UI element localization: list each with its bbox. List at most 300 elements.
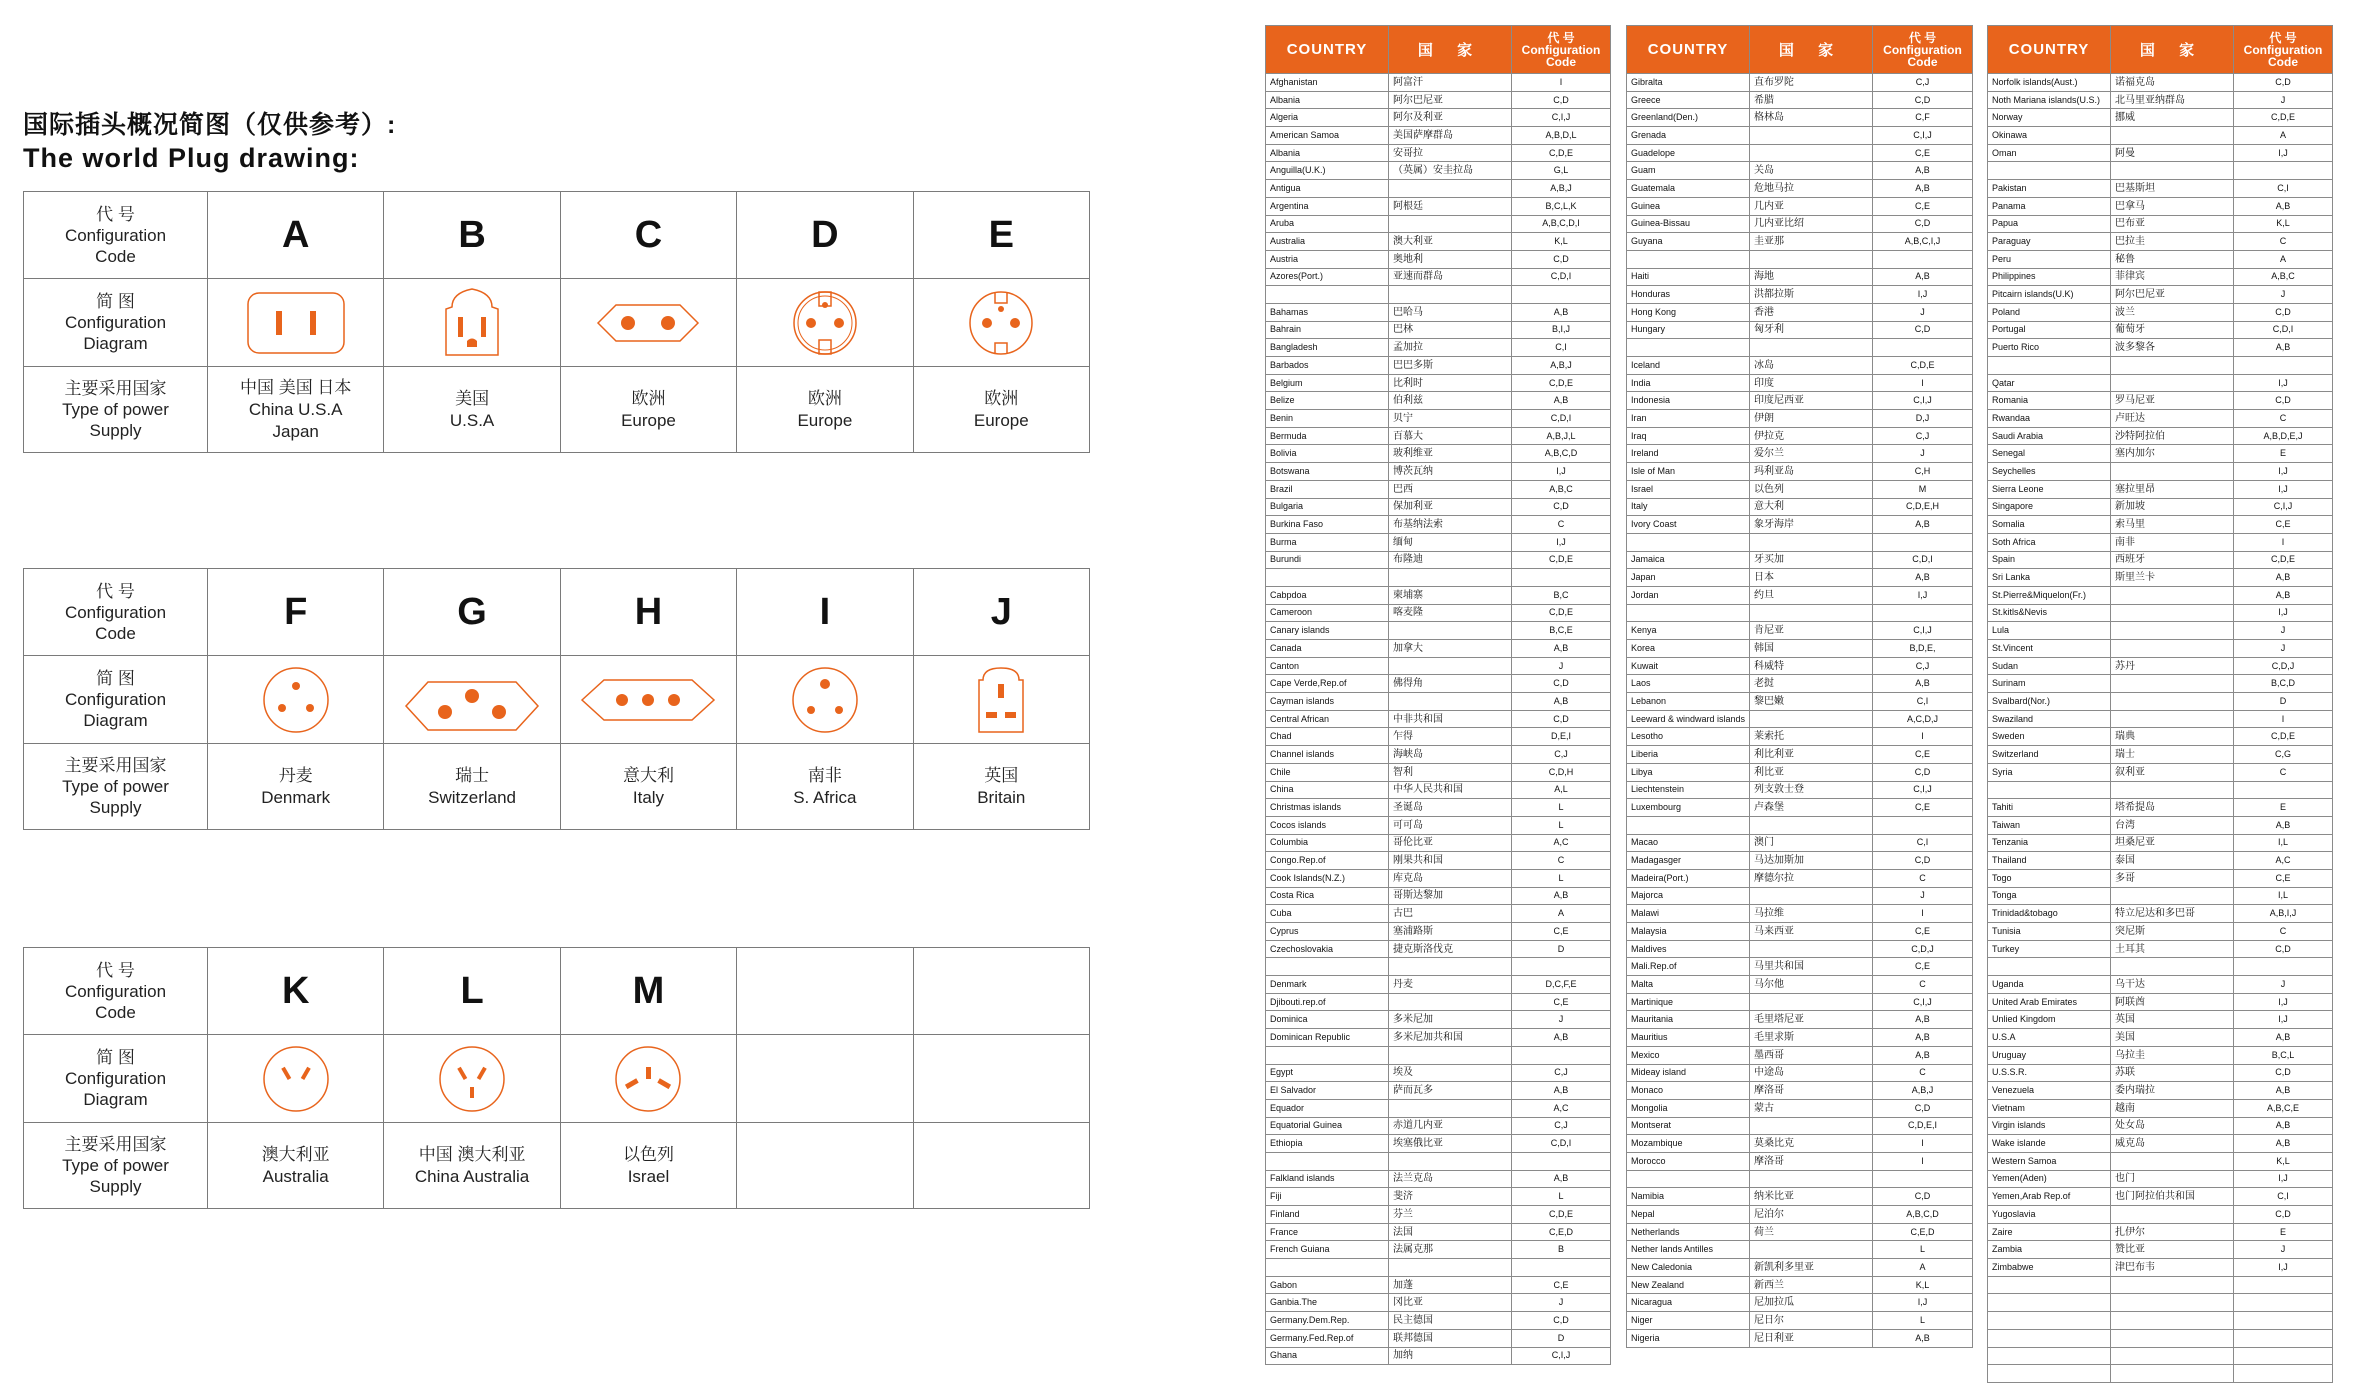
config-code-row (24, 569, 1090, 656)
country-row (1627, 1082, 1973, 1100)
country-row (1988, 197, 2333, 215)
country-name-en: U.S.S.R. (1988, 1064, 2111, 1082)
country-row (1988, 569, 2333, 587)
country-name-zh: 印度 (1750, 374, 1873, 392)
country-row (1266, 640, 1611, 658)
country-name-en: Bahamas (1266, 303, 1389, 321)
country-name-zh (1750, 533, 1873, 551)
country-config-code: I (1873, 374, 1973, 392)
country-row (1627, 357, 1973, 375)
country-name-zh: 马达加斯加 (1750, 852, 1873, 870)
plug-diagram (208, 1035, 384, 1123)
country-name-en: Tonga (1988, 887, 2111, 905)
country-name-zh: 科威特 (1750, 657, 1873, 675)
country-row (1627, 816, 1973, 834)
country-name-zh (1750, 816, 1873, 834)
country-config-code: A,B,C (1512, 480, 1611, 498)
country-name-en: Ethiopia (1266, 1135, 1389, 1153)
country-row (1988, 445, 2333, 463)
country-config-code: J (1873, 445, 1973, 463)
plug-table-1 (23, 191, 1090, 453)
country-name-zh (2111, 1206, 2234, 1224)
country-config-code: C,H (1873, 463, 1973, 481)
country-name-en: Guyana (1627, 233, 1750, 251)
country-name-zh: 美国 (2111, 1029, 2234, 1047)
country-name-en: Yemen,Arab Rep.of (1988, 1188, 2111, 1206)
country-row (1988, 1312, 2333, 1330)
country-name-en: Burkina Faso (1266, 516, 1389, 534)
country-config-code: C,D,H (1512, 763, 1611, 781)
country-config-code: C,D (1512, 498, 1611, 516)
country-name-en: Nepal (1627, 1206, 1750, 1224)
country-config-code: L (1512, 799, 1611, 817)
country-name-en: Cuba (1266, 905, 1389, 923)
power-supply-row (24, 367, 1090, 453)
country-config-code: C,D,E,H (1873, 498, 1973, 516)
country-name-zh (1389, 286, 1512, 304)
header-config-code-line: Code (1546, 54, 1576, 69)
country-row (1627, 339, 1973, 357)
country-row (1266, 1170, 1611, 1188)
country-name-zh: 英国 (2111, 1011, 2234, 1029)
country-name-zh (1750, 127, 1873, 145)
country-name-en: Mexico (1627, 1046, 1750, 1064)
plug-code: L (384, 948, 560, 1035)
country-name-zh: 冰岛 (1750, 357, 1873, 375)
country-config-code: J (1512, 1011, 1611, 1029)
country-row (1988, 781, 2333, 799)
country-config-code: I,J (2234, 463, 2333, 481)
country-name-zh: 蒙古 (1750, 1099, 1873, 1117)
plug-supply (560, 367, 736, 453)
plug-code: H (560, 569, 736, 656)
schuko-earth-contacts-icon (737, 285, 912, 361)
country-row (1988, 1329, 2333, 1347)
country-name-en: Central African (1266, 710, 1389, 728)
country-name-en: New Zealand (1627, 1276, 1750, 1294)
country-row (1988, 109, 2333, 127)
country-config-code: A,B,C,E (2234, 1099, 2333, 1117)
country-row (1988, 1046, 2333, 1064)
country-name-en: Egypt (1266, 1064, 1389, 1082)
country-row (1988, 728, 2333, 746)
country-name-zh: 比利时 (1389, 374, 1512, 392)
country-name-en: Tenzania (1988, 834, 2111, 852)
country-row (1627, 569, 1973, 587)
country-name-zh: 巴拿马 (2111, 197, 2234, 215)
country-name-en: Leeward & windward islands (1627, 710, 1750, 728)
country-row (1627, 268, 1973, 286)
country-name-zh (1389, 958, 1512, 976)
country-name-zh (2111, 1152, 2234, 1170)
country-config-code: D (1512, 940, 1611, 958)
country-name-zh: 韩国 (1750, 640, 1873, 658)
country-name-en: Dominica (1266, 1011, 1389, 1029)
config-diagram-label-line: 简 图 (96, 669, 135, 688)
country-row (1266, 1259, 1611, 1277)
country-row (1266, 1241, 1611, 1259)
country-row (1988, 1117, 2333, 1135)
country-config-code: B,C (1512, 586, 1611, 604)
country-config-code: D (2234, 693, 2333, 711)
country-name-en: Haiti (1627, 268, 1750, 286)
country-name-zh: 处女岛 (2111, 1117, 2234, 1135)
country-config-code: A (1512, 905, 1611, 923)
country-config-code: I (2234, 710, 2333, 728)
country-config-code: A,C,D,J (1873, 710, 1973, 728)
country-row (1627, 551, 1973, 569)
country-row (1988, 746, 2333, 764)
country-name-en: Venezuela (1988, 1082, 2111, 1100)
country-row (1988, 162, 2333, 180)
plug-code: E (913, 192, 1089, 279)
config-diagram-row (24, 656, 1090, 744)
country-name-zh: 威克岛 (2111, 1135, 2234, 1153)
country-config-code: C,E (1512, 923, 1611, 941)
country-name-en: Luxembourg (1627, 799, 1750, 817)
country-name-en (1988, 357, 2111, 375)
supply-line: 南非 (807, 765, 842, 785)
country-config-code: C,E (1873, 197, 1973, 215)
country-row (1988, 233, 2333, 251)
config-code-label-line: Configuration (64, 225, 167, 245)
country-row (1988, 958, 2333, 976)
supply-line: Italy (632, 787, 665, 807)
country-row (1266, 799, 1611, 817)
country-name-en: Pitcairn islands(U.K) (1988, 286, 2111, 304)
country-config-code: C (2234, 233, 2333, 251)
country-row (1627, 852, 1973, 870)
country-name-en: Brazil (1266, 480, 1389, 498)
country-config-code: D (1512, 1329, 1611, 1347)
country-row (1266, 1188, 1611, 1206)
country-config-code: C (1873, 869, 1973, 887)
country-row (1266, 1152, 1611, 1170)
country-name-en: Mauritania (1627, 1011, 1750, 1029)
title-en: The world Plug drawing: (23, 143, 360, 173)
country-config-code: C,E (1873, 144, 1973, 162)
plug-code (737, 948, 913, 1035)
country-row (1988, 1082, 2333, 1100)
country-config-code: C,D (1512, 675, 1611, 693)
plug-supply (384, 744, 560, 830)
country-name-zh (1750, 144, 1873, 162)
country-name-zh (1750, 710, 1873, 728)
country-config-code: G,L (1512, 162, 1611, 180)
country-name-en: Gibralta (1627, 74, 1750, 92)
country-row (1627, 74, 1973, 92)
country-row (1627, 321, 1973, 339)
country-config-code: B,C,D (2234, 675, 2333, 693)
country-name-en: Gabon (1266, 1276, 1389, 1294)
country-name-zh: 贝宁 (1389, 410, 1512, 428)
country-name-en: Singapore (1988, 498, 2111, 516)
header-country: COUNTRY (1266, 26, 1389, 74)
country-name-zh: 巴林 (1389, 321, 1512, 339)
country-row (1988, 127, 2333, 145)
country-name-zh: 阿富汗 (1389, 74, 1512, 92)
country-row (1266, 463, 1611, 481)
config-diagram-row (24, 1035, 1090, 1123)
country-config-code: A,B (1512, 1029, 1611, 1047)
country-row (1266, 1294, 1611, 1312)
country-name-en: Kuwait (1627, 657, 1750, 675)
country-row (1266, 1347, 1611, 1365)
country-name-en: Morocco (1627, 1152, 1750, 1170)
country-name-en: Okinawa (1988, 127, 2111, 145)
plug-supply (560, 744, 736, 830)
country-name-zh: 塞内加尔 (2111, 445, 2234, 463)
country-name-zh: 冈比亚 (1389, 1294, 1512, 1312)
country-row (1266, 622, 1611, 640)
country-name-en: Zaire (1988, 1223, 2111, 1241)
country-name-zh (1389, 180, 1512, 198)
power-supply-label-line: Supply (89, 798, 142, 817)
country-name-zh: 塞浦路斯 (1389, 923, 1512, 941)
country-name-en: Australia (1266, 233, 1389, 251)
country-name-en: Equador (1266, 1099, 1389, 1117)
config-diagram-label (24, 656, 208, 744)
country-name-zh: 阿联酋 (2111, 993, 2234, 1011)
country-row (1627, 834, 1973, 852)
country-row (1627, 1135, 1973, 1153)
country-row (1988, 869, 2333, 887)
country-row (1266, 1312, 1611, 1330)
country-row (1988, 693, 2333, 711)
country-name-zh: （英属）安圭拉岛 (1389, 162, 1512, 180)
country-row (1627, 498, 1973, 516)
country-name-zh: 苏联 (2111, 1064, 2234, 1082)
country-row (1627, 533, 1973, 551)
power-supply-label-line: Supply (89, 421, 142, 440)
country-table-3 (1987, 25, 2333, 1383)
country-name-en: Tunisia (1988, 923, 2111, 941)
country-row (1627, 976, 1973, 994)
country-name-zh: 扎伊尔 (2111, 1223, 2234, 1241)
country-row (1988, 1365, 2333, 1383)
country-row (1266, 197, 1611, 215)
country-name-zh: 库克岛 (1389, 869, 1512, 887)
swiss-three-pin-hexagon-icon (384, 662, 559, 738)
country-config-code: L (1512, 1188, 1611, 1206)
country-name-en (1266, 569, 1389, 587)
country-name-zh: 加纳 (1389, 1347, 1512, 1365)
country-config-code: A (1873, 1259, 1973, 1277)
country-name-zh: 列支敦士登 (1750, 781, 1873, 799)
country-row (1266, 887, 1611, 905)
supply-line: 中国 澳大利亚 (418, 1144, 526, 1164)
country-name-zh: 布基纳法索 (1389, 516, 1512, 534)
country-config-code: I,L (2234, 887, 2333, 905)
country-config-code: I,J (2234, 144, 2333, 162)
country-row (1627, 162, 1973, 180)
country-name-zh: 叙利亚 (2111, 763, 2234, 781)
country-row (1266, 958, 1611, 976)
country-name-zh: 阿根廷 (1389, 197, 1512, 215)
country-name-zh: 乍得 (1389, 728, 1512, 746)
country-row (1627, 1064, 1973, 1082)
supply-line: 瑞士 (455, 765, 490, 785)
config-diagram-label-line: Configuration (64, 313, 167, 332)
country-name-zh: 以色列 (1750, 480, 1873, 498)
country-config-code: C,D (2234, 74, 2333, 92)
country-name-zh: 多米尼加共和国 (1389, 1029, 1512, 1047)
supply-line: Switzerland (428, 787, 517, 807)
country-name-en: Japan (1627, 569, 1750, 587)
country-row (1266, 816, 1611, 834)
country-row (1988, 852, 2333, 870)
country-name-en: Saudi Arabia (1988, 427, 2111, 445)
country-row (1266, 1276, 1611, 1294)
country-row (1266, 303, 1611, 321)
country-row (1627, 1241, 1973, 1259)
country-row (1627, 144, 1973, 162)
country-name-en: Lula (1988, 622, 2111, 640)
plug-diagram (913, 656, 1089, 744)
country-name-zh: 布隆迪 (1389, 551, 1512, 569)
country-table-header (1988, 26, 2333, 74)
country-name-en: American Samoa (1266, 127, 1389, 145)
country-config-code: C,J (1873, 657, 1973, 675)
country-name-en: Rwandaa (1988, 410, 2111, 428)
plug-table-3 (23, 947, 1090, 1209)
country-name-zh: 孟加拉 (1389, 339, 1512, 357)
country-config-code: A,B (1873, 162, 1973, 180)
header-config-code-line: 代 号 (1908, 30, 1937, 45)
country-config-code: C,I,J (1873, 781, 1973, 799)
header-guojia: 国 家 (1750, 26, 1873, 74)
country-row (1988, 339, 2333, 357)
title-zh: 国际插头概况简图（仅供参考）: (23, 111, 397, 139)
country-row (1627, 622, 1973, 640)
country-name-en: Hong Kong (1627, 303, 1750, 321)
country-row (1988, 303, 2333, 321)
country-row (1988, 1170, 2333, 1188)
country-name-en: Germany.Dem.Rep. (1266, 1312, 1389, 1330)
country-row (1266, 516, 1611, 534)
supply-line: 英国 (984, 765, 1019, 785)
country-name-zh: 斐济 (1389, 1188, 1512, 1206)
country-config-code: C (1873, 1064, 1973, 1082)
country-name-en: Netherlands (1627, 1223, 1750, 1241)
country-config-code: J (1873, 887, 1973, 905)
country-name-en (1988, 1329, 2111, 1347)
country-config-code: A,B,C,D (1512, 445, 1611, 463)
country-config-code: C,D,E (1512, 374, 1611, 392)
header-config-code-line: Code (1907, 54, 1938, 69)
country-config-code: A,B (1512, 1082, 1611, 1100)
plug-supply (384, 367, 560, 453)
country-name-zh: 哥伦比亚 (1389, 834, 1512, 852)
country-row (1627, 463, 1973, 481)
country-config-code (1873, 604, 1973, 622)
country-name-zh: 阿尔巴尼亚 (2111, 286, 2234, 304)
country-config-code: C,D,E (2234, 551, 2333, 569)
country-name-en: Cocos islands (1266, 816, 1389, 834)
europlug-two-round-pin-icon (561, 285, 736, 361)
config-code-label-line: Code (95, 623, 136, 643)
country-row (1627, 1046, 1973, 1064)
country-name-en (1627, 533, 1750, 551)
country-row (1627, 993, 1973, 1011)
country-row (1988, 1152, 2333, 1170)
country-row (1988, 940, 2333, 958)
country-config-code: B,D,E, (1873, 640, 1973, 658)
country-name-en: Seychelles (1988, 463, 2111, 481)
country-name-zh: 日本 (1750, 569, 1873, 587)
country-name-zh: 南非 (2111, 533, 2234, 551)
country-name-en: Niger (1627, 1312, 1750, 1330)
country-row (1988, 1011, 2333, 1029)
country-name-zh (1389, 1259, 1512, 1277)
country-name-zh: 匈牙利 (1750, 321, 1873, 339)
plug-supply (737, 1123, 913, 1209)
country-name-en (1988, 958, 2111, 976)
country-row (1627, 640, 1973, 658)
country-name-en: Grenada (1627, 127, 1750, 145)
country-config-code: A,B (1873, 569, 1973, 587)
country-row (1266, 905, 1611, 923)
country-name-en: India (1627, 374, 1750, 392)
config-code-label-line: Configuration (64, 981, 167, 1001)
country-config-code: J (2234, 640, 2333, 658)
country-name-zh: 越南 (2111, 1099, 2234, 1117)
plug-code: K (208, 948, 384, 1035)
supply-line: 中国 美国 日本 (239, 377, 352, 397)
plug-supply (208, 744, 384, 830)
country-config-code: C,D (2234, 1064, 2333, 1082)
country-row (1627, 1117, 1973, 1135)
country-row (1988, 551, 2333, 569)
country-name-en: Austria (1266, 250, 1389, 268)
country-name-en: Chad (1266, 728, 1389, 746)
country-name-en: China (1266, 781, 1389, 799)
country-name-en: U.S.A (1988, 1029, 2111, 1047)
country-config-code: C,I (2234, 180, 2333, 198)
country-name-zh (2111, 1276, 2234, 1294)
country-name-en: Somalia (1988, 516, 2111, 534)
country-name-zh: 民主德国 (1389, 1312, 1512, 1330)
country-name-en: Martinique (1627, 993, 1750, 1011)
country-config-code (1873, 533, 1973, 551)
country-row (1988, 710, 2333, 728)
plug-supply (737, 744, 913, 830)
country-name-zh: 乌拉圭 (2111, 1046, 2234, 1064)
country-config-code: C,D (2234, 303, 2333, 321)
config-code-row (24, 192, 1090, 279)
country-row (1627, 127, 1973, 145)
country-config-code: C,J (1873, 427, 1973, 445)
country-config-code: C,F (1873, 109, 1973, 127)
country-name-en: Greece (1627, 91, 1750, 109)
country-name-zh: 希腊 (1750, 91, 1873, 109)
country-row (1627, 1188, 1973, 1206)
country-name-zh (2111, 1347, 2234, 1365)
country-name-zh: 瑞士 (2111, 746, 2234, 764)
country-config-code: C,E (1512, 1276, 1611, 1294)
country-name-en: Panama (1988, 197, 2111, 215)
country-config-code: I,J (2234, 480, 2333, 498)
country-row (1266, 940, 1611, 958)
country-row (1266, 781, 1611, 799)
country-name-en: Libya (1627, 763, 1750, 781)
config-diagram-label-line: 简 图 (96, 292, 135, 311)
country-name-en: Guadelope (1627, 144, 1750, 162)
country-config-code: I,J (2234, 1259, 2333, 1277)
country-config-code: C,D (1512, 1312, 1611, 1330)
country-name-en: Italy (1627, 498, 1750, 516)
country-name-zh: 台湾 (2111, 816, 2234, 834)
